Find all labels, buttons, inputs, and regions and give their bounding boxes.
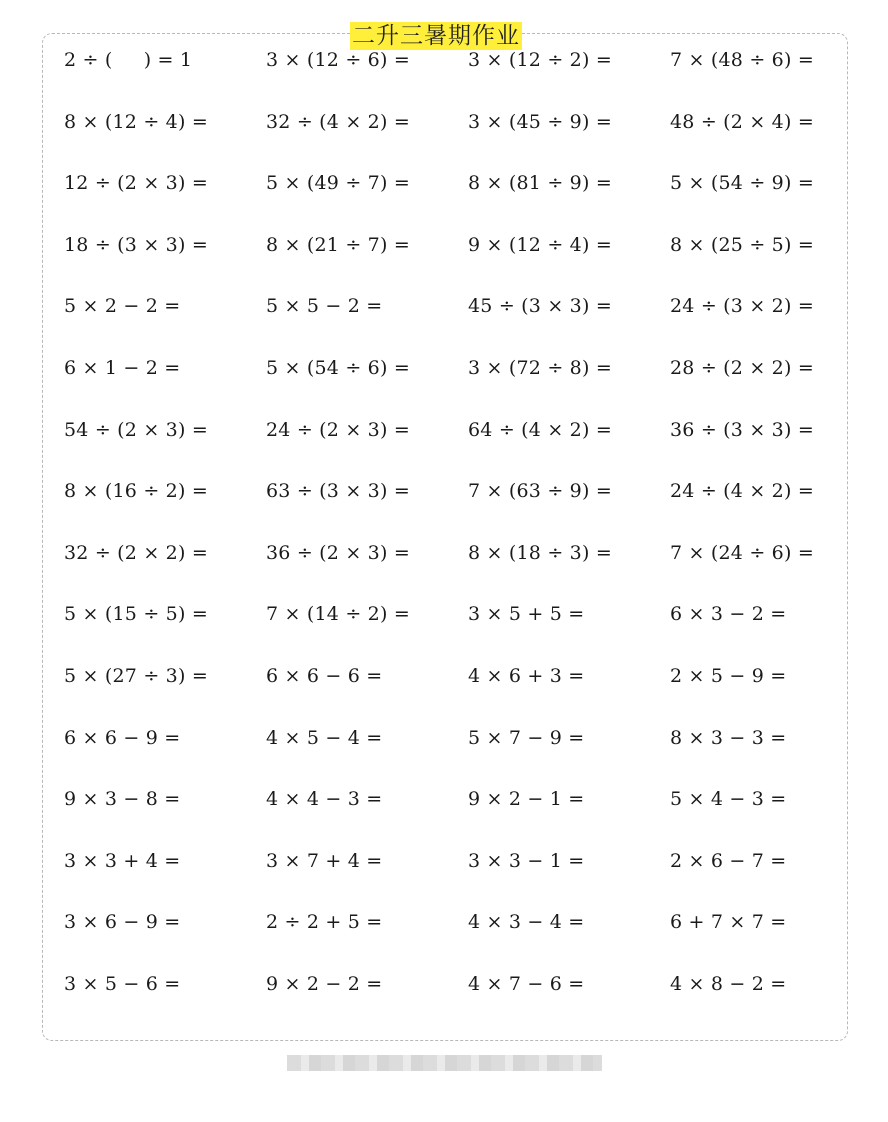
math-problem: 5 × (54 ÷ 6) = [266,356,410,379]
math-problem: 54 ÷ (2 × 3) = [64,418,208,441]
math-problem: 4 × 7 − 6 = [468,972,585,995]
math-problem: 3 × 3 + 4 = [64,849,181,872]
math-problem: 4 × 4 − 3 = [266,788,383,811]
math-problem: 4 × 8 − 2 = [670,972,787,995]
math-problem: 7 × (24 ÷ 6) = [670,541,814,564]
math-problem: 3 × 7 + 4 = [266,849,383,872]
math-problem: 24 ÷ (4 × 2) = [670,480,814,503]
math-problem: 7 × (63 ÷ 9) = [468,480,612,503]
math-problem: 9 × 2 − 2 = [266,972,383,995]
math-problem: 3 × 3 − 1 = [468,849,585,872]
math-problem: 8 × (25 ÷ 5) = [670,233,814,256]
math-problem: 8 × 3 − 3 = [670,726,787,749]
math-problem: 3 × 6 − 9 = [64,911,181,934]
math-problem: 5 × (27 ÷ 3) = [64,664,208,687]
math-problem: 2 × 6 − 7 = [670,849,787,872]
math-problem: 2 ÷ 2 + 5 = [266,911,383,934]
math-problem: 64 ÷ (4 × 2) = [468,418,612,441]
math-problem: 24 ÷ (2 × 3) = [266,418,410,441]
math-problem: 28 ÷ (2 × 2) = [670,356,814,379]
math-problem: 5 × (49 ÷ 7) = [266,172,410,195]
math-problem: 2 ÷ ( ) = 1 [64,49,193,71]
math-problem: 32 ÷ (4 × 2) = [266,110,410,133]
math-problem: 6 + 7 × 7 = [670,911,787,934]
math-problem: 48 ÷ (2 × 4) = [670,110,814,133]
math-problem: 45 ÷ (3 × 3) = [468,295,612,318]
math-problem: 18 ÷ (3 × 3) = [64,233,208,256]
math-problem: 9 × 3 − 8 = [64,788,181,811]
math-problem: 8 × (18 ÷ 3) = [468,541,612,564]
math-problem: 4 × 3 − 4 = [468,911,585,934]
math-problem: 3 × (72 ÷ 8) = [468,356,612,379]
math-problem: 8 × (81 ÷ 9) = [468,172,612,195]
math-problem: 3 × (12 ÷ 2) = [468,49,612,71]
math-problem: 5 × (15 ÷ 5) = [64,603,208,626]
math-problem: 2 × 5 − 9 = [670,664,787,687]
math-problem: 6 × 3 − 2 = [670,603,787,626]
page-title: 二升三暑期作业 [352,23,520,49]
math-problem: 9 × (12 ÷ 4) = [468,233,612,256]
math-problem: 8 × (12 ÷ 4) = [64,110,208,133]
math-problem: 6 × 6 − 6 = [266,664,383,687]
math-problem: 7 × (14 ÷ 2) = [266,603,410,626]
math-problem: 5 × 2 − 2 = [64,295,181,318]
blurred-footer-watermark [287,1055,602,1071]
math-problem: 3 × (12 ÷ 6) = [266,49,410,71]
math-problem: 5 × 5 − 2 = [266,295,383,318]
math-problem: 24 ÷ (3 × 2) = [670,295,814,318]
math-problem: 36 ÷ (2 × 3) = [266,541,410,564]
math-problem: 63 ÷ (3 × 3) = [266,480,410,503]
math-problem: 36 ÷ (3 × 3) = [670,418,814,441]
math-problem: 12 ÷ (2 × 3) = [64,172,208,195]
math-problem: 6 × 6 − 9 = [64,726,181,749]
math-problem: 6 × 1 − 2 = [64,356,181,379]
math-problem: 3 × 5 − 6 = [64,972,181,995]
math-problem: 32 ÷ (2 × 2) = [64,541,208,564]
math-problem: 3 × (45 ÷ 9) = [468,110,612,133]
math-problem: 4 × 6 + 3 = [468,664,585,687]
math-problem: 7 × (48 ÷ 6) = [670,49,814,71]
math-problem: 5 × 4 − 3 = [670,788,787,811]
math-problem: 8 × (21 ÷ 7) = [266,233,410,256]
math-problem: 4 × 5 − 4 = [266,726,383,749]
problem-grid [64,40,872,1026]
math-problem: 5 × (54 ÷ 9) = [670,172,814,195]
math-problem: 9 × 2 − 1 = [468,788,585,811]
math-problem: 3 × 5 + 5 = [468,603,585,626]
math-problem: 5 × 7 − 9 = [468,726,585,749]
math-problem: 8 × (16 ÷ 2) = [64,480,208,503]
